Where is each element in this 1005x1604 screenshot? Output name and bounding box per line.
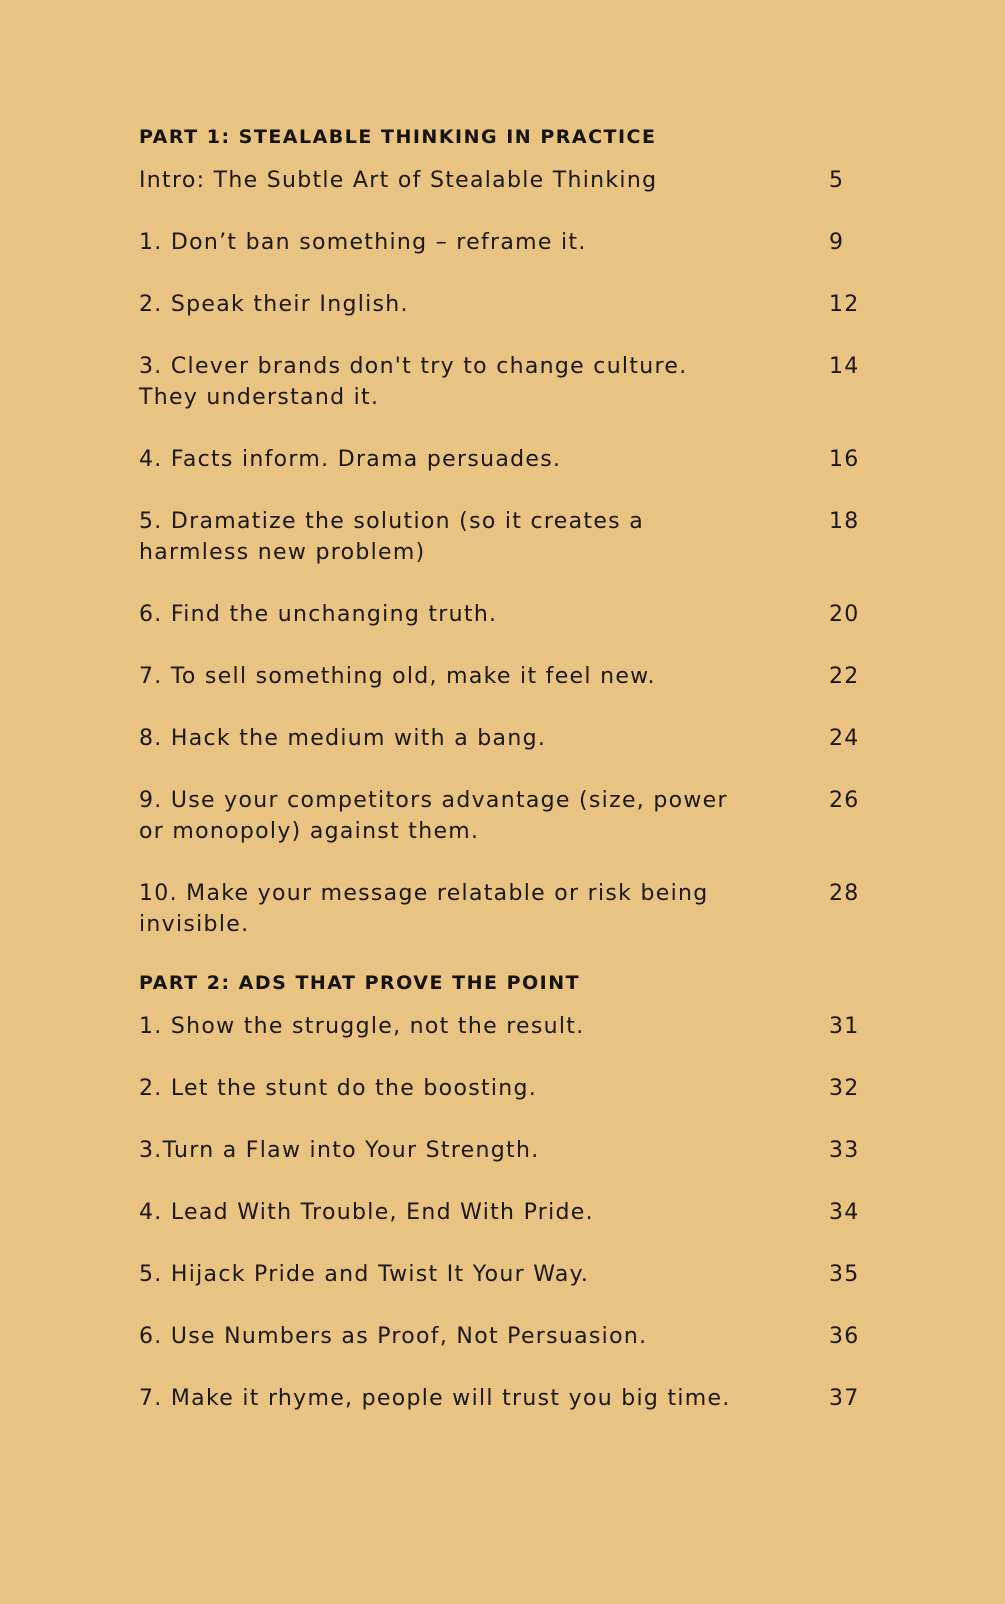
toc-entry-page: 37 — [829, 1386, 860, 1411]
toc-entry — [139, 1197, 879, 1228]
toc-entry-label: 9. Use your competitors advantage (size, power or monopoly) against them. — [139, 788, 728, 844]
toc-entry-page: 28 — [829, 881, 860, 906]
toc-entry-page: 26 — [829, 788, 860, 813]
toc-entry-page: 12 — [829, 292, 860, 317]
part-2-title: PART 2: ADS THAT PROVE THE POINT — [139, 972, 581, 994]
toc-entry-page: 32 — [829, 1076, 860, 1101]
toc-entry — [139, 1259, 879, 1290]
toc-entry-page: 24 — [829, 726, 860, 751]
toc-entry-label: 1. Show the struggle, not the result. — [139, 1014, 585, 1039]
toc-entry-page: 35 — [829, 1262, 860, 1287]
toc-entry — [139, 1321, 879, 1352]
table-of-contents — [139, 124, 879, 1414]
toc-entry — [139, 1135, 879, 1166]
toc-entry-page: 31 — [829, 1014, 860, 1039]
toc-entry-page: 33 — [829, 1138, 860, 1163]
toc-entry-label: 2. Let the stunt do the boosting. — [139, 1076, 538, 1101]
toc-entry-label: 4. Facts inform. Drama persuades. — [139, 447, 562, 472]
part-2-list — [139, 1011, 879, 1414]
toc-entry-label: 1. Don’t ban something – reframe it. — [139, 230, 587, 255]
toc-entry — [139, 506, 879, 568]
toc-entry-label: 7. Make it rhyme, people will trust you big time. — [139, 1386, 731, 1411]
toc-entry-page: 18 — [829, 509, 860, 534]
part-1-title: PART 1: STEALABLE THINKING IN PRACTICE — [139, 126, 657, 148]
toc-entry — [139, 1011, 879, 1042]
toc-entry-label: Intro: The Subtle Art of Stealable Thinking — [139, 168, 658, 193]
toc-entry-label: 3.Turn a Flaw into Your Strength. — [139, 1138, 540, 1163]
toc-entry-page: 14 — [829, 354, 860, 379]
toc-entry — [139, 289, 879, 320]
toc-entry-label: 6. Find the unchanging truth. — [139, 602, 498, 627]
toc-entry — [139, 878, 879, 940]
toc-entry — [139, 1073, 879, 1104]
toc-entry-page: 36 — [829, 1324, 860, 1349]
toc-entry-page: 5 — [829, 168, 845, 193]
toc-entry — [139, 723, 879, 754]
toc-entry — [139, 661, 879, 692]
toc-entry-label: 7. To sell something old, make it feel new. — [139, 664, 656, 689]
toc-entry — [139, 785, 879, 847]
toc-entry-label: 3. Clever brands don't try to change culture. They understand it. — [139, 354, 688, 410]
toc-entry-label: 6. Use Numbers as Proof, Not Persuasion. — [139, 1324, 648, 1349]
toc-entry-label: 2. Speak their Inglish. — [139, 292, 409, 317]
toc-entry-page: 16 — [829, 447, 860, 472]
toc-entry-page: 34 — [829, 1200, 860, 1225]
toc-entry — [139, 227, 879, 258]
toc-entry-page: 22 — [829, 664, 860, 689]
toc-entry-page: 9 — [829, 230, 845, 255]
toc-entry — [139, 444, 879, 475]
toc-entry — [139, 165, 879, 196]
part-1-list — [139, 165, 879, 940]
toc-entry-label: 4. Lead With Trouble, End With Pride. — [139, 1200, 594, 1225]
toc-entry — [139, 351, 879, 413]
toc-entry-label: 5. Dramatize the solution (so it creates a harmless new problem) — [139, 509, 644, 565]
toc-entry-label: 5. Hijack Pride and Twist It Your Way. — [139, 1262, 590, 1287]
toc-entry — [139, 599, 879, 630]
toc-entry-page: 20 — [829, 602, 860, 627]
toc-entry — [139, 1383, 879, 1414]
toc-entry-label: 10. Make your message relatable or risk being invisible. — [139, 881, 709, 937]
toc-entry-label: 8. Hack the medium with a bang. — [139, 726, 547, 751]
